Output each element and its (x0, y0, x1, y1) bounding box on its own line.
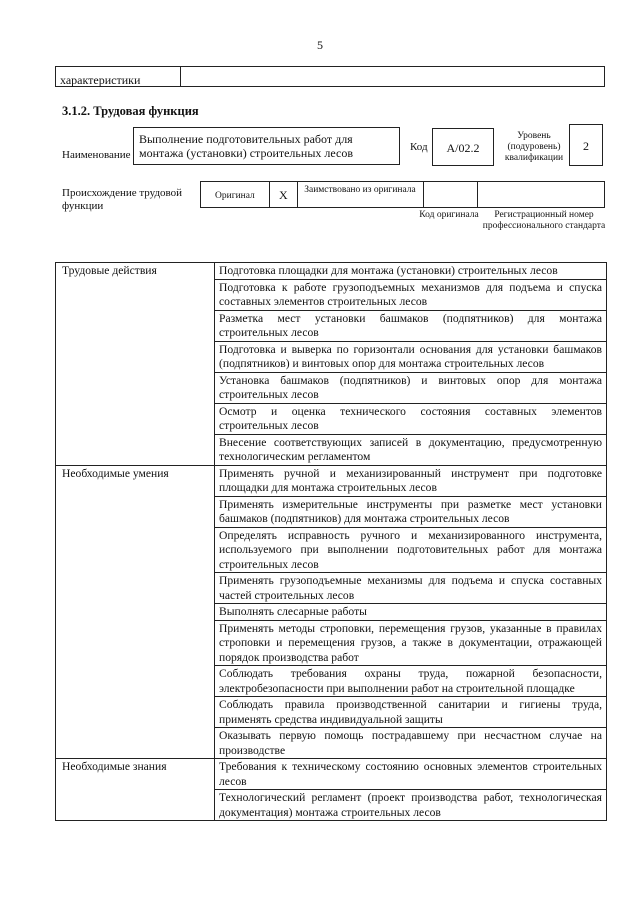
item-cell: Подготовка к работе грузоподъемных механизмов для подъема и спуска составных элементов строительных лесов (215, 279, 607, 310)
item-cell: Определять исправность ручного и механизированного инструмента, используемого при выполнении подготовительных работ для монтажа строительных лесов (215, 527, 607, 573)
item-cell: Применять ручной и механизированный инструмент при подготовке площадки для монтажа строительных лесов (215, 465, 607, 496)
level-label: Уровень (подуровень) квалификации (504, 131, 564, 163)
item-cell: Подготовка и выверка по горизонтали основания для установки башмаков (подпятников) и винтовых опор для монтажа строительных лесов (215, 341, 607, 372)
item-cell: Соблюдать требования охраны труда, пожарной безопасности, электробезопасности при выполнении работ на строительной площадке (215, 666, 607, 697)
level-value: 2 (583, 139, 589, 153)
item-cell: Разметка мест установки башмаков (подпятников) для монтажа строительных лесов (215, 310, 607, 341)
level-box (569, 124, 603, 166)
origin-divider-1 (269, 182, 270, 207)
item-cell: Применять методы строповки, перемещения грузов, указанные в правилах строповки и перемещения грузов, а также в документации, отражающей порядок производства работ (215, 620, 607, 666)
category-cell: Трудовые действия (56, 263, 215, 466)
code-value: A/02.2 (446, 141, 480, 155)
name-label: Наименование (62, 149, 131, 161)
origin-label: Происхождение трудовой функции (62, 187, 183, 213)
table-row (56, 759, 607, 790)
top-row (55, 66, 605, 87)
origin-divider-2 (297, 182, 298, 207)
table-row (56, 263, 607, 280)
code-original-caption: Код оригинала (419, 210, 479, 220)
origin-divider-3 (423, 182, 424, 207)
original-label: Оригинал (215, 191, 255, 201)
top-row-divider (180, 67, 181, 86)
page-number: 5 (317, 38, 323, 52)
item-cell: Выполнять слесарные работы (215, 604, 607, 621)
item-cell: Применять измерительные инструменты при разметке мест установки башмаков (подпятников) для монтажа строительных лесов (215, 496, 607, 527)
labor-function-table (55, 262, 607, 821)
code-box (432, 128, 494, 166)
item-cell: Оказывать первую помощь пострадавшему при несчастном случае на производстве (215, 728, 607, 759)
section-heading: 3.1.2. Трудовая функция (62, 104, 199, 118)
category-cell: Необходимые умения (56, 465, 215, 759)
item-cell: Технологический регламент (проект производства работ, технологическая документация) монтажа строительных лесов (215, 790, 607, 821)
item-cell: Установка башмаков (подпятников) и винтовых опор для монтажа строительных лесов (215, 372, 607, 403)
function-name-box (133, 127, 400, 165)
item-cell: Соблюдать правила производственной санитарии и гигиены труда, применять средства индивидуальной защиты (215, 697, 607, 728)
reg-number-caption: Регистрационный номер профессионального стандарта (482, 210, 606, 231)
category-cell: Необходимые знания (56, 759, 215, 821)
table-row (56, 465, 607, 496)
item-cell: Применять грузоподъемные механизмы для подъема и спуска составных частей строительных лесов (215, 573, 607, 604)
item-cell: Требования к техническому состоянию основных элементов строительных лесов (215, 759, 607, 790)
item-cell: Подготовка площадки для монтажа (установки) строительных лесов (215, 263, 607, 280)
borrowed-label: Заимствовано из оригинала (304, 185, 416, 195)
function-name-value: Выполнение подготовительных работ для монтажа (установки) строительных лесов (139, 132, 353, 161)
original-mark: X (279, 188, 288, 202)
item-cell: Осмотр и оценка технического состояния составных элементов строительных лесов (215, 403, 607, 434)
origin-table (200, 181, 605, 208)
origin-divider-4 (477, 182, 478, 207)
top-row-label: характеристики (60, 73, 141, 87)
code-label: Код (410, 141, 428, 153)
item-cell: Внесение соответствующих записей в документацию, предусмотренную технологическим регламентом (215, 434, 607, 465)
